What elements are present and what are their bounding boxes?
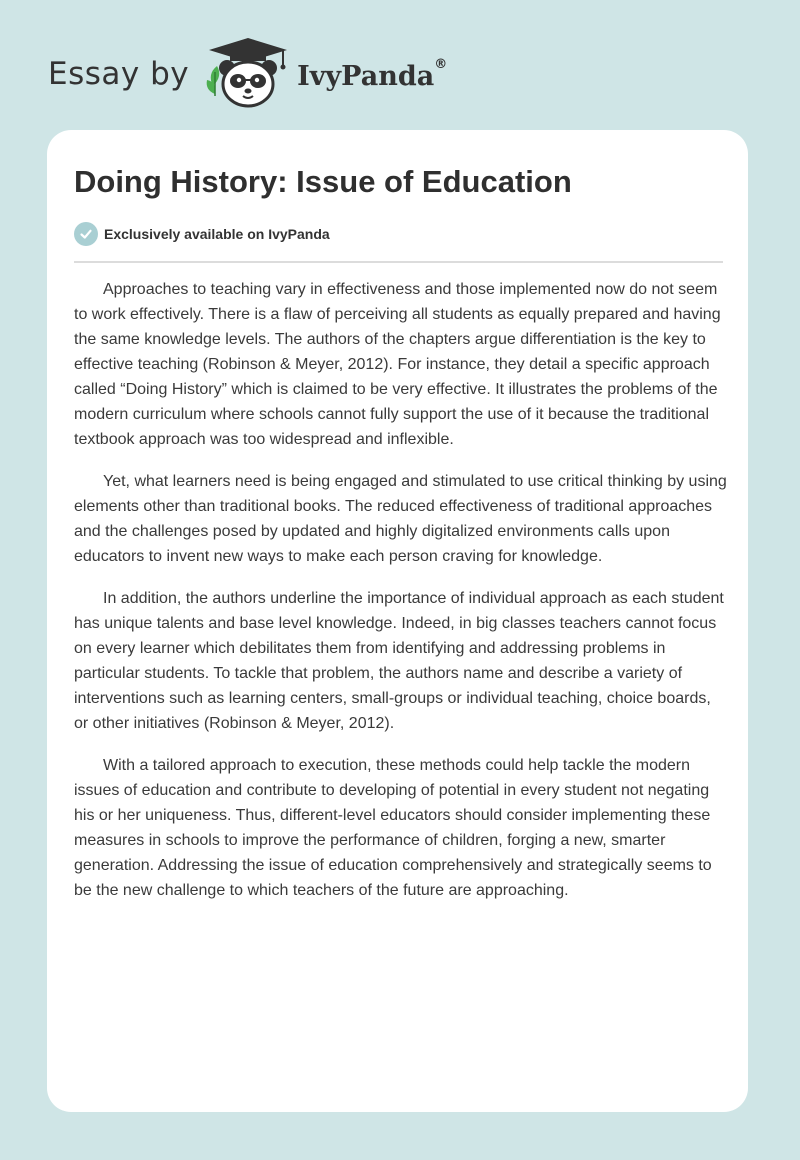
paragraph-4: With a tailored approach to execution, these methods could help tackle the modern issues of education and contribute to developing of potential in every student not negating his or her uniqueness. Thus, different-level educators should consider implementing these measures in schools to improve the performance of children, forging a new, smarter generation. Addressing the issue of education comprehensively and strategically seems to be the new challenge to which teachers of the future are approaching. [74, 757, 712, 899]
divider [74, 261, 723, 263]
panda-graduate-icon[interactable] [203, 36, 293, 112]
page-title: Doing History: Issue of Education [74, 164, 572, 199]
check-icon [74, 222, 98, 246]
site-header [48, 36, 447, 112]
essay-card [47, 130, 748, 1112]
exclusive-badge [74, 222, 330, 246]
essay-by-label: Essay by [48, 56, 190, 92]
brand-name[interactable]: IvyPanda® [297, 56, 448, 92]
exclusive-label: Exclusively available on IvyPanda [104, 226, 330, 242]
paragraph-2: Yet, what learners need is being engaged and stimulated to use critical thinking by using elements other than traditional books. The reduced effectiveness of traditional approaches and the challenges posed by updated and highly digitalized environments calls upon educators to invent new ways to make each person craving for knowledge. [74, 473, 727, 565]
essay-body [74, 277, 729, 920]
paragraph-3: In addition, the authors underline the importance of individual approach as each student has unique talents and base level knowledge. Indeed, in big classes teachers cannot focus on every learner which debilitates them from identifying and addressing problems in particular students. To tackle that problem, the authors name and describe a variety of interventions such as learning centers, small-groups or individual teaching, choice boards, or other initiatives (Robinson & Meyer, 2012). [74, 590, 724, 732]
paragraph-1: Approaches to teaching vary in effectiveness and those implemented now do not seem to work effectively. There is a flaw of perceiving all students as equally prepared and having the same knowledge levels. The authors of the chapters argue differentiation is the key to effective teaching (Robinson & Meyer, 2012). For instance, they detail a specific approach called “Doing History” which is claimed to be very effective. It illustrates the problems of the modern curriculum where schools cannot fully support the use of it because the traditional textbook approach was too widespread and inflexible. [74, 281, 721, 448]
